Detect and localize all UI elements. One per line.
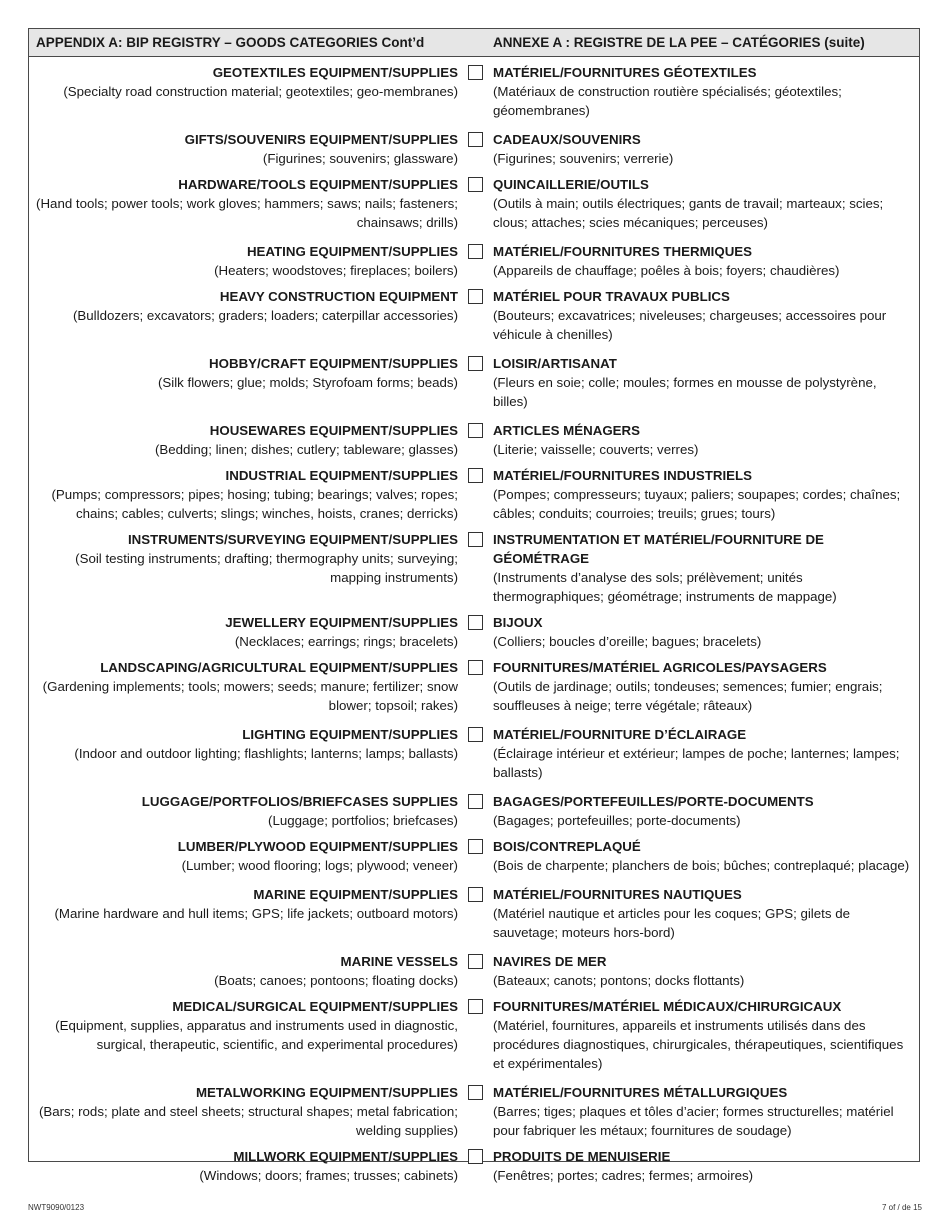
category-desc-en: (Bedding; linen; dishes; cutlery; tableware; glasses) (154, 442, 458, 457)
english-category (29, 613, 458, 651)
category-desc-fr: (Instruments d’analyse des sols; prélèvement; unités thermographiques; géométrage; instruments de mappage) (493, 570, 837, 604)
french-category (493, 354, 919, 411)
category-row (29, 792, 919, 830)
category-desc-en: (Hand tools; power tools; work gloves; hammers; saws; nails; fasteners; chainsaws; drills) (36, 196, 458, 230)
checkbox-cell (458, 175, 493, 232)
category-row (29, 175, 919, 232)
checkbox-cell (458, 466, 493, 523)
category-row (29, 997, 919, 1073)
checkbox-cell (458, 837, 493, 875)
category-desc-fr: (Outils à main; outils électriques; gants de travail; marteaux; scies; clous; attaches; scies mécaniques; perceuses) (493, 196, 884, 230)
english-category (29, 530, 458, 606)
english-category (29, 725, 458, 782)
category-checkbox[interactable] (468, 468, 483, 483)
category-title-fr: PRODUITS DE MENUISERIE (493, 1149, 671, 1164)
category-desc-en: (Bulldozers; excavators; graders; loaders; caterpillar accessories) (72, 308, 458, 323)
french-category (493, 1147, 919, 1185)
english-category (29, 837, 458, 875)
category-row (29, 658, 919, 715)
category-title-en: HEAVY CONSTRUCTION EQUIPMENT (219, 289, 458, 304)
category-desc-fr: (Colliers; boucles d’oreille; bagues; bracelets) (493, 634, 762, 649)
category-title-en: MILLWORK EQUIPMENT/SUPPLIES (233, 1149, 458, 1164)
french-category (493, 466, 919, 523)
category-row (29, 1147, 919, 1185)
category-row (29, 466, 919, 523)
french-category (493, 885, 919, 942)
category-title-fr: MATÉRIEL/FOURNITURE D’ÉCLAIRAGE (493, 727, 747, 742)
english-category (29, 466, 458, 523)
french-category (493, 952, 919, 990)
category-title-en: LIGHTING EQUIPMENT/SUPPLIES (242, 727, 458, 742)
category-desc-en: (Figurines; souvenirs; glassware) (262, 151, 458, 166)
category-checkbox[interactable] (468, 177, 483, 192)
category-title-en: JEWELLERY EQUIPMENT/SUPPLIES (225, 615, 458, 630)
category-list (29, 57, 919, 1185)
form-number: NWT9090/0123 (28, 1203, 85, 1212)
category-desc-fr: (Bouteurs; excavatrices; niveleuses; chargeuses; accessoires pour véhicule à chenilles) (493, 308, 887, 342)
checkbox-cell (458, 287, 493, 344)
french-category (493, 837, 919, 875)
category-title-fr: FOURNITURES/MATÉRIEL MÉDICAUX/CHIRURGICAUX (493, 999, 842, 1014)
category-desc-fr: (Outils de jardinage; outils; tondeuses; semences; fumier; engrais; souffleuses à neige; terre végétale; râteaux) (493, 679, 883, 713)
category-title-fr: MATÉRIEL POUR TRAVAUX PUBLICS (493, 289, 730, 304)
category-title-fr: BIJOUX (493, 615, 543, 630)
french-category (493, 792, 919, 830)
french-category (493, 1083, 919, 1140)
checkbox-cell (458, 997, 493, 1073)
category-desc-en: (Lumber; wood flooring; logs; plywood; veneer) (181, 858, 458, 873)
category-row (29, 63, 919, 120)
category-row (29, 1083, 919, 1140)
category-row (29, 725, 919, 782)
category-title-en: INDUSTRIAL EQUIPMENT/SUPPLIES (225, 468, 458, 483)
header-french: ANNEXE A : REGISTRE DE LA PEE – CATÉGORIES (suite) (493, 35, 865, 50)
category-desc-fr: (Matériel nautique et articles pour les coques; GPS; gilets de sauvetage; moteurs hors-bord) (493, 906, 850, 940)
checkbox-cell (458, 354, 493, 411)
english-category (29, 792, 458, 830)
registry-form (28, 28, 920, 1183)
category-desc-en: (Marine hardware and hull items; GPS; life jackets; outboard motors) (54, 906, 458, 921)
french-category (493, 658, 919, 715)
checkbox-cell (458, 952, 493, 990)
checkbox-cell (458, 725, 493, 782)
category-desc-fr: (Bois de charpente; planchers de bois; bûches; contreplaqué; placage) (493, 858, 910, 873)
category-checkbox[interactable] (468, 1085, 483, 1100)
checkbox-cell (458, 613, 493, 651)
category-row (29, 287, 919, 344)
french-category (493, 613, 919, 651)
checkbox-cell (458, 242, 493, 280)
english-category (29, 1083, 458, 1140)
category-desc-en: (Silk flowers; glue; molds; Styrofoam forms; beads) (157, 375, 458, 390)
category-checkbox[interactable] (468, 1149, 483, 1164)
category-desc-fr: (Fenêtres; portes; cadres; fermes; armoires) (493, 1168, 754, 1183)
category-title-fr: MATÉRIEL/FOURNITURES GÉOTEXTILES (493, 65, 757, 80)
category-checkbox[interactable] (468, 999, 483, 1014)
category-checkbox[interactable] (468, 660, 483, 675)
category-title-fr: BOIS/CONTREPLAQUÉ (493, 839, 641, 854)
french-category (493, 997, 919, 1073)
category-row (29, 130, 919, 168)
category-desc-en: (Equipment, supplies, apparatus and instruments used in diagnostic, surgical, therapeutic, scientific, and experimental procedures) (55, 1018, 458, 1052)
category-desc-fr: (Appareils de chauffage; poêles à bois; foyers; chaudières) (493, 263, 840, 278)
category-desc-fr: (Barres; tiges; plaques et tôles d’acier; formes structurelles; matériel pour fabriquer les métaux; fournitures de soudage) (493, 1104, 894, 1138)
category-title-en: MARINE EQUIPMENT/SUPPLIES (253, 887, 458, 902)
checkbox-cell (458, 421, 493, 459)
category-desc-en: (Boats; canoes; pontoons; floating docks) (214, 973, 458, 988)
category-checkbox[interactable] (468, 794, 483, 809)
category-desc-en: (Pumps; compressors; pipes; hosing; tubing; bearings; valves; ropes; chains; cables; culverts; slings; winches, hoists, cranes; derricks) (51, 487, 458, 521)
category-title-en: MEDICAL/SURGICAL EQUIPMENT/SUPPLIES (172, 999, 458, 1014)
category-title-fr: CADEAUX/SOUVENIRS (493, 132, 641, 147)
category-checkbox[interactable] (468, 289, 483, 304)
category-checkbox[interactable] (468, 615, 483, 630)
category-title-fr: QUINCAILLERIE/OUTILS (493, 177, 649, 192)
category-desc-fr: (Literie; vaisselle; couverts; verres) (493, 442, 699, 457)
category-checkbox[interactable] (468, 839, 483, 854)
category-desc-fr: (Matériaux de construction routière spécialisés; géotextiles; géomembranes) (493, 84, 842, 118)
category-title-fr: MATÉRIEL/FOURNITURES INDUSTRIELS (493, 468, 753, 483)
english-category (29, 242, 458, 280)
category-desc-fr: (Pompes; compresseurs; tuyaux; paliers; soupapes; cordes; chaînes; câbles; conduits; courroies; treuils; grues; tours) (493, 487, 901, 521)
category-title-en: HOUSEWARES EQUIPMENT/SUPPLIES (209, 423, 458, 438)
category-title-en: MARINE VESSELS (340, 954, 458, 969)
french-category (493, 725, 919, 782)
french-category (493, 287, 919, 344)
category-desc-en: (Soil testing instruments; drafting; thermography units; surveying; mapping instruments) (75, 551, 458, 585)
category-row (29, 354, 919, 411)
english-category (29, 287, 458, 344)
category-title-fr: BAGAGES/PORTEFEUILLES/PORTE-DOCUMENTS (493, 794, 814, 809)
category-title-en: LUMBER/PLYWOOD EQUIPMENT/SUPPLIES (177, 839, 458, 854)
category-checkbox[interactable] (468, 532, 483, 547)
category-row (29, 613, 919, 651)
english-category (29, 175, 458, 232)
category-row (29, 421, 919, 459)
category-desc-en: (Heaters; woodstoves; fireplaces; boilers) (214, 263, 458, 278)
english-category (29, 658, 458, 715)
french-category (493, 63, 919, 120)
category-title-fr: MATÉRIEL/FOURNITURES THERMIQUES (493, 244, 753, 259)
category-title-fr: ARTICLES MÉNAGERS (493, 423, 641, 438)
category-title-en: GIFTS/SOUVENIRS EQUIPMENT/SUPPLIES (184, 132, 458, 147)
category-desc-fr: (Bagages; portefeuilles; porte-documents) (493, 813, 741, 828)
category-row (29, 530, 919, 606)
category-desc-fr: (Matériel, fournitures, appareils et instruments utilisés dans des procédures diagnostiques, chirurgicales, thérapeutiques, scientifiques et expérimentales) (493, 1018, 904, 1071)
page-number: 7 of / de 15 (881, 1203, 922, 1212)
french-category (493, 530, 919, 606)
french-category (493, 130, 919, 168)
english-category (29, 354, 458, 411)
table-header (29, 29, 919, 57)
category-desc-fr: (Éclairage intérieur et extérieur; lampes de poche; lanternes; lampes; ballasts) (493, 746, 900, 780)
category-title-en: GEOTEXTILES EQUIPMENT/SUPPLIES (212, 65, 458, 80)
category-title-en: LANDSCAPING/AGRICULTURAL EQUIPMENT/SUPPLIES (100, 660, 458, 675)
french-category (493, 175, 919, 232)
category-title-en: HOBBY/CRAFT EQUIPMENT/SUPPLIES (209, 356, 458, 371)
english-category (29, 885, 458, 942)
checkbox-cell (458, 1147, 493, 1185)
category-title-en: HARDWARE/TOOLS EQUIPMENT/SUPPLIES (178, 177, 458, 192)
checkbox-cell (458, 130, 493, 168)
category-desc-en: (Bars; rods; plate and steel sheets; structural shapes; metal fabrication; welding supplies) (38, 1104, 458, 1138)
checkbox-cell (458, 1083, 493, 1140)
english-category (29, 997, 458, 1073)
category-checkbox[interactable] (468, 65, 483, 80)
checkbox-cell (458, 885, 493, 942)
category-title-en: INSTRUMENTS/SURVEYING EQUIPMENT/SUPPLIES (127, 532, 458, 547)
checkbox-cell (458, 658, 493, 715)
category-desc-en: (Necklaces; earrings; rings; bracelets) (234, 634, 458, 649)
category-title-fr: LOISIR/ARTISANAT (493, 356, 617, 371)
checkbox-cell (458, 792, 493, 830)
category-title-fr: MATÉRIEL/FOURNITURES MÉTALLURGIQUES (493, 1085, 788, 1100)
category-title-fr: NAVIRES DE MER (493, 954, 607, 969)
category-checkbox[interactable] (468, 887, 483, 902)
category-checkbox[interactable] (468, 954, 483, 969)
checkbox-cell (458, 530, 493, 606)
category-desc-fr: (Fleurs en soie; colle; moules; formes en mousse de polystyrène, billes) (493, 375, 877, 409)
category-row (29, 242, 919, 280)
category-title-en: LUGGAGE/PORTFOLIOS/BRIEFCASES SUPPLIES (141, 794, 458, 809)
english-category (29, 1147, 458, 1185)
category-desc-en: (Luggage; portfolios; briefcases) (268, 813, 458, 828)
category-title-en: HEATING EQUIPMENT/SUPPLIES (246, 244, 458, 259)
category-desc-en: (Windows; doors; frames; trusses; cabinets) (199, 1168, 458, 1183)
category-checkbox[interactable] (468, 423, 483, 438)
category-checkbox[interactable] (468, 132, 483, 147)
french-category (493, 421, 919, 459)
category-desc-en: (Gardening implements; tools; mowers; seeds; manure; fertilizer; snow blower; topsoil; rakes) (42, 679, 458, 713)
checkbox-cell (458, 63, 493, 120)
category-checkbox[interactable] (468, 356, 483, 371)
category-checkbox[interactable] (468, 244, 483, 259)
category-desc-fr: (Figurines; souvenirs; verrerie) (493, 151, 674, 166)
header-english: APPENDIX A: BIP REGISTRY – GOODS CATEGORIES Cont’d (36, 35, 425, 50)
category-row (29, 837, 919, 875)
category-checkbox[interactable] (468, 727, 483, 742)
english-category (29, 63, 458, 120)
english-category (29, 130, 458, 168)
category-row (29, 885, 919, 942)
category-title-fr: INSTRUMENTATION ET MATÉRIEL/FOURNITURE DE GÉOMÉTRAGE (493, 532, 824, 566)
category-title-fr: FOURNITURES/MATÉRIEL AGRICOLES/PAYSAGERS (493, 660, 827, 675)
english-category (29, 421, 458, 459)
category-title-en: METALWORKING EQUIPMENT/SUPPLIES (195, 1085, 458, 1100)
category-desc-fr: (Bateaux; canots; pontons; docks flottants) (493, 973, 745, 988)
french-category (493, 242, 919, 280)
category-desc-en: (Indoor and outdoor lighting; flashlights; lanterns; lamps; ballasts) (74, 746, 458, 761)
category-title-fr: MATÉRIEL/FOURNITURES NAUTIQUES (493, 887, 742, 902)
category-desc-en: (Specialty road construction material; geotextiles; geo-membranes) (63, 84, 458, 99)
english-category (29, 952, 458, 990)
category-row (29, 952, 919, 990)
